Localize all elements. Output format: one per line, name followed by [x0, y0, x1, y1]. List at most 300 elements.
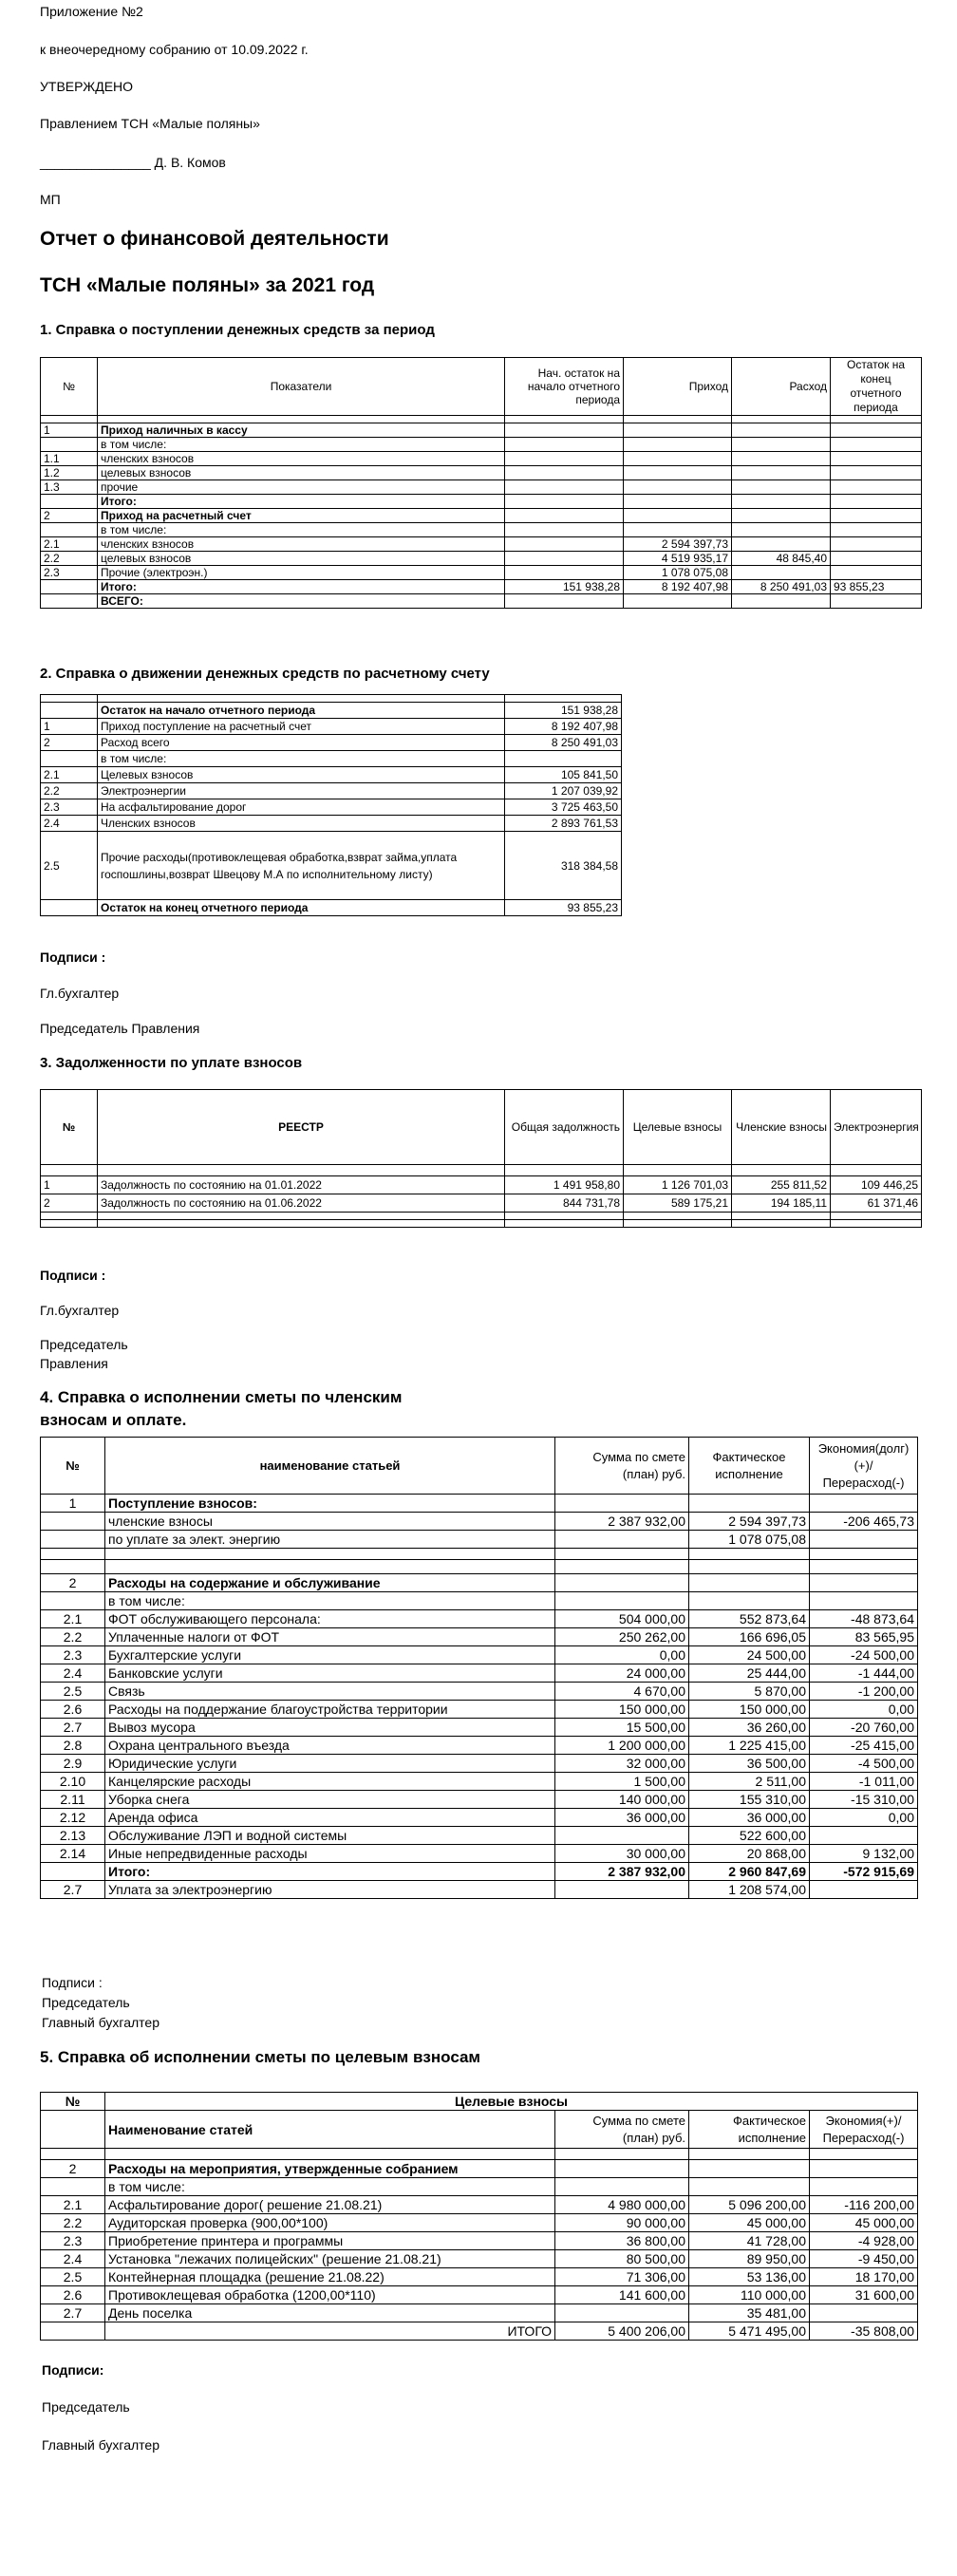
table-cell: [98, 416, 505, 423]
table-cell: 24 500,00: [689, 1646, 810, 1664]
table-cell: 155 310,00: [689, 1791, 810, 1809]
table-row: [41, 1881, 918, 1899]
table-cell: [810, 1574, 918, 1592]
table-cell: 1 491 958,80: [505, 1176, 624, 1194]
section4-heading: 4. Справка о исполнении сметы по членским взносам и оплате.: [40, 1388, 403, 1429]
table-cell: [831, 466, 922, 480]
table-row: [41, 1827, 918, 1845]
table-cell: [810, 1549, 918, 1560]
table-cell: 80 500,00: [555, 2250, 689, 2268]
table-cell: 48 845,40: [732, 552, 831, 566]
section2-heading: 2. Справка о движении денежных средств по расчетному счету: [40, 666, 490, 682]
table-cell: [624, 466, 732, 480]
table-cell: -48 873,64: [810, 1610, 918, 1628]
table-row: [41, 552, 922, 566]
report-subtitle: ТСН «Малые поляны» за 2021 год: [40, 274, 375, 296]
table-cell: [810, 2178, 918, 2196]
chair-label: Председатель: [42, 2399, 130, 2415]
header-cell: Экономия(+)/ Перерасход(-): [810, 2111, 918, 2149]
table-cell: Расходы на мероприятия, утвержденные собранием: [105, 2160, 555, 2178]
table-cell: 2.6: [41, 1701, 105, 1719]
table-cell: [689, 1560, 810, 1574]
table-cell: [555, 1827, 689, 1845]
table-cell: 45 000,00: [689, 2214, 810, 2232]
table-cell: 151 938,28: [505, 703, 622, 719]
table-cell: 2.3: [41, 799, 98, 816]
table-cell: [41, 703, 98, 719]
table-cell: [505, 751, 622, 767]
header-cell: Общая задолжность: [505, 1090, 624, 1165]
table-cell: 109 446,25: [831, 1176, 922, 1194]
table-cell: 4 519 935,17: [624, 552, 732, 566]
table-cell: [41, 594, 98, 609]
table-row: [41, 832, 622, 900]
table-cell: 2.4: [41, 816, 98, 832]
table-cell: 2 387 932,00: [555, 1513, 689, 1531]
table-row: [41, 1213, 922, 1220]
table-cell: 2.14: [41, 1845, 105, 1863]
table-cell: Уплата за электроэнергию: [105, 1881, 555, 1899]
table-cell: Уборка снега: [105, 1791, 555, 1809]
table-cell: [505, 452, 624, 466]
table-cell: 2: [41, 1194, 98, 1213]
table-cell: -116 200,00: [810, 2196, 918, 2214]
header-cell: Приход: [624, 358, 732, 416]
table-row: [41, 509, 922, 523]
table-cell: [624, 452, 732, 466]
table-cell: Прочие расходы(противоклещевая обработка,взврат займа,уплата госпошлины,возврат Швецову М.А по исполнительному листу): [98, 832, 505, 900]
table-cell: [555, 1574, 689, 1592]
table-cell: Аудиторская проверка (900,00*100): [105, 2214, 555, 2232]
table-cell: 2.9: [41, 1755, 105, 1773]
chief-accountant-label: Главный бухгалтер: [42, 2437, 160, 2453]
header-cell: Фактическое исполнение: [689, 1438, 810, 1495]
table-cell: Остаток на конец отчетного периода: [98, 900, 505, 916]
table-cell: Итого:: [105, 1863, 555, 1881]
table-cell: ИТОГО: [105, 2322, 555, 2341]
table-cell: 89 950,00: [689, 2250, 810, 2268]
table-cell: Итого:: [98, 495, 505, 509]
header-cell: Целевые взносы: [105, 2093, 918, 2111]
table-cell: членских взносов: [98, 537, 505, 552]
table-cell: 30 000,00: [555, 1845, 689, 1863]
table-cell: [732, 480, 831, 495]
header-cell: Фактическое исполнение: [689, 2111, 810, 2149]
table-cell: 3 725 463,50: [505, 799, 622, 816]
table-row: [41, 783, 622, 799]
table-cell: 18 170,00: [810, 2268, 918, 2286]
table-cell: [505, 466, 624, 480]
table-cell: [732, 509, 831, 523]
table-cell: 2.4: [41, 1664, 105, 1683]
table-row: [41, 1531, 918, 1549]
header-cell: Членские взносы: [732, 1090, 831, 1165]
table-row: [41, 1592, 918, 1610]
table-row: [41, 816, 622, 832]
table-cell: 2: [41, 2160, 105, 2178]
table-row: [41, 2268, 918, 2286]
table-cell: [41, 1863, 105, 1881]
table-cell: -4 928,00: [810, 2232, 918, 2250]
table-cell: 2.3: [41, 566, 98, 580]
table-row: [41, 1220, 922, 1228]
table-cell: [41, 1549, 105, 1560]
table-cell: [555, 2160, 689, 2178]
header-cell: Целевые взносы: [624, 1090, 732, 1165]
table-cell: Асфальтирование дорог( решение 21.08.21): [105, 2196, 555, 2214]
table-row: [41, 1610, 918, 1628]
table-cell: [41, 1531, 105, 1549]
table-cell: 504 000,00: [555, 1610, 689, 1628]
table-cell: 1.2: [41, 466, 98, 480]
table-cell: [105, 1560, 555, 1574]
table-cell: 110 000,00: [689, 2286, 810, 2304]
header-cell: Электроэнергия: [831, 1090, 922, 1165]
debts-table: [40, 1089, 922, 1228]
table-row: [41, 523, 922, 537]
table-cell: 2.2: [41, 2214, 105, 2232]
table-cell: Аренда офиса: [105, 1809, 555, 1827]
table-row: [41, 566, 922, 580]
table-cell: Иные непредвиденные расходы: [105, 1845, 555, 1863]
table-cell: [689, 1495, 810, 1513]
table-cell: [689, 1574, 810, 1592]
table-cell: 2.7: [41, 2304, 105, 2322]
table-cell: 2 511,00: [689, 1773, 810, 1791]
table-cell: [732, 1213, 831, 1220]
table-cell: [831, 416, 922, 423]
table-cell: 1 208 574,00: [689, 1881, 810, 1899]
table-cell: [831, 423, 922, 438]
table-cell: [732, 566, 831, 580]
table-cell: Остаток на начало отчетного периода: [98, 703, 505, 719]
table-cell: [98, 1213, 505, 1220]
table-row: [41, 735, 622, 751]
table-cell: 36 260,00: [689, 1719, 810, 1737]
table-cell: [689, 2160, 810, 2178]
table-cell: 31 600,00: [810, 2286, 918, 2304]
table-cell: в том числе:: [98, 523, 505, 537]
table-cell: [810, 2160, 918, 2178]
table-cell: 0,00: [810, 1701, 918, 1719]
table-cell: 1 078 075,08: [689, 1531, 810, 1549]
table-cell: [555, 1495, 689, 1513]
header-cell: наименование статьей: [105, 1438, 555, 1495]
table-cell: Приход наличных в кассу: [98, 423, 505, 438]
table-cell: [831, 1165, 922, 1176]
chair-label: Председатель: [42, 1995, 130, 2010]
table-cell: Канцелярские расходы: [105, 1773, 555, 1791]
table-cell: Прочие (электроэн.): [98, 566, 505, 580]
header-cell: Остаток на конец отчетного периода: [831, 358, 922, 416]
signatures-label: Подписи:: [42, 2362, 104, 2378]
table-cell: [105, 1549, 555, 1560]
table-cell: [505, 1213, 624, 1220]
table-cell: [505, 523, 624, 537]
table-cell: 166 696,05: [689, 1628, 810, 1646]
table-cell: 45 000,00: [810, 2214, 918, 2232]
table-cell: [732, 466, 831, 480]
table-cell: 522 600,00: [689, 1827, 810, 1845]
table-cell: Бухгалтерские услуги: [105, 1646, 555, 1664]
table-cell: 1 225 415,00: [689, 1737, 810, 1755]
table-cell: 4 980 000,00: [555, 2196, 689, 2214]
table-cell: [41, 900, 98, 916]
table-cell: [831, 523, 922, 537]
table-cell: [831, 495, 922, 509]
table-cell: [732, 537, 831, 552]
table-row: [41, 438, 922, 452]
table-cell: [810, 2149, 918, 2160]
table-cell: 0,00: [555, 1646, 689, 1664]
table-cell: [810, 2304, 918, 2322]
table-header-row: [41, 2111, 918, 2149]
table-cell: 2 960 847,69: [689, 1863, 810, 1881]
table-cell: 2 893 761,53: [505, 816, 622, 832]
table-row: [41, 1165, 922, 1176]
signatures-label: Подписи :: [40, 1268, 106, 1283]
signatures-label: Подписи :: [42, 1975, 103, 1990]
table-cell: Расходы на поддержание благоустройства территории: [105, 1701, 555, 1719]
table-cell: [555, 1531, 689, 1549]
table-cell: [689, 1549, 810, 1560]
table-cell: Контейнерная площадка (решение 21.08.22): [105, 2268, 555, 2286]
table-cell: [810, 1495, 918, 1513]
table-cell: 8 250 491,03: [732, 580, 831, 594]
table-cell: 2: [41, 509, 98, 523]
table-cell: Целевых взносов: [98, 767, 505, 783]
table-row: [41, 2149, 918, 2160]
chief-accountant-label: Гл.бухгалтер: [40, 1303, 120, 1318]
table-cell: -1 200,00: [810, 1683, 918, 1701]
table-row: [41, 2178, 918, 2196]
table-cell: ФОТ обслуживающего персонала:: [105, 1610, 555, 1628]
table-cell: [41, 2178, 105, 2196]
table-row: [41, 1755, 918, 1773]
table-cell: [41, 416, 98, 423]
table-row: [41, 1809, 918, 1827]
header-cell: Сумма по смете (план) руб.: [555, 1438, 689, 1495]
table-cell: [505, 480, 624, 495]
stamp-line: МП: [40, 192, 61, 207]
table-cell: 2.12: [41, 1809, 105, 1827]
table-row: [41, 1791, 918, 1809]
table-cell: -9 450,00: [810, 2250, 918, 2268]
table-row: [41, 2232, 918, 2250]
table-cell: [831, 594, 922, 609]
table-cell: [624, 416, 732, 423]
table-row: [41, 423, 922, 438]
table-cell: [831, 452, 922, 466]
table-cell: [41, 1220, 98, 1228]
table-cell: 90 000,00: [555, 2214, 689, 2232]
table-cell: [41, 695, 98, 703]
table-cell: [41, 1165, 98, 1176]
table-cell: Расходы на содержание и обслуживание: [105, 1574, 555, 1592]
table-cell: 2.3: [41, 2232, 105, 2250]
table-cell: [41, 751, 98, 767]
table-cell: 36 800,00: [555, 2232, 689, 2250]
table-cell: [505, 552, 624, 566]
table-cell: 1 207 039,92: [505, 783, 622, 799]
table-cell: 2.2: [41, 783, 98, 799]
table-cell: Уплаченные налоги от ФОТ: [105, 1628, 555, 1646]
table-cell: [831, 480, 922, 495]
table-cell: 2.1: [41, 537, 98, 552]
section5-heading: 5. Справка об исполнении сметы по целевым взносам: [40, 2048, 481, 2066]
table-row: [41, 1646, 918, 1664]
table-cell: Приход поступление на расчетный счет: [98, 719, 505, 735]
header-cell: Экономия(долг)(+)/ Перерасход(-): [810, 1438, 918, 1495]
table-cell: 5 870,00: [689, 1683, 810, 1701]
table-cell: [505, 1165, 624, 1176]
table-cell: 2.5: [41, 832, 98, 900]
table-row: [41, 1664, 918, 1683]
table-cell: 194 185,11: [732, 1194, 831, 1213]
table-row: [41, 2214, 918, 2232]
target-budget-table: [40, 2092, 918, 2341]
table-cell: 93 855,23: [505, 900, 622, 916]
table-cell: -1 011,00: [810, 1773, 918, 1791]
table-cell: целевых взносов: [98, 466, 505, 480]
table-cell: [98, 1220, 505, 1228]
table-cell: [98, 695, 505, 703]
table-cell: Членских взносов: [98, 816, 505, 832]
signer-line: _______________ Д. В. Комов: [40, 155, 226, 170]
table-cell: [555, 1592, 689, 1610]
table-cell: -24 500,00: [810, 1646, 918, 1664]
table-row: [41, 751, 622, 767]
table-cell: 41 728,00: [689, 2232, 810, 2250]
table-cell: [41, 523, 98, 537]
table-cell: 255 811,52: [732, 1176, 831, 1194]
header-cell: №: [41, 358, 98, 416]
table-cell: 141 600,00: [555, 2286, 689, 2304]
table-cell: Электроэнергии: [98, 783, 505, 799]
table-cell: 151 938,28: [505, 580, 624, 594]
table-cell: [732, 423, 831, 438]
table-cell: [505, 438, 624, 452]
table-cell: 2.1: [41, 1610, 105, 1628]
table-cell: 250 262,00: [555, 1628, 689, 1646]
table-cell: [98, 1165, 505, 1176]
table-cell: Банковские услуги: [105, 1664, 555, 1683]
table-cell: 2.3: [41, 1646, 105, 1664]
signatures-label: Подписи :: [40, 950, 106, 965]
table-cell: Юридические услуги: [105, 1755, 555, 1773]
table-cell: 150 000,00: [689, 1701, 810, 1719]
table-cell: целевых взносов: [98, 552, 505, 566]
table-cell: 36 000,00: [555, 1809, 689, 1827]
table-row: [41, 799, 622, 816]
table-cell: [624, 423, 732, 438]
header-cell: №: [41, 1438, 105, 1495]
table-row: [41, 594, 922, 609]
table-cell: Охрана центрального въезда: [105, 1737, 555, 1755]
table-cell: 2.4: [41, 2250, 105, 2268]
table-cell: 2: [41, 735, 98, 751]
table-cell: [732, 1220, 831, 1228]
table-cell: [810, 1592, 918, 1610]
table-cell: [555, 2304, 689, 2322]
table-row: [41, 1701, 918, 1719]
table-header-row: [41, 2093, 918, 2111]
table-cell: [41, 1513, 105, 1531]
table-cell: 1 500,00: [555, 1773, 689, 1791]
table-cell: Противоклещевая обработка (1200,00*110): [105, 2286, 555, 2304]
table-cell: 2 594 397,73: [624, 537, 732, 552]
table-row: [41, 695, 622, 703]
board-label: Правления: [40, 1356, 108, 1371]
chief-accountant-label: Главный бухгалтер: [42, 2015, 160, 2030]
table-cell: [505, 495, 624, 509]
table-cell: [732, 416, 831, 423]
table-cell: На асфальтирование дорог: [98, 799, 505, 816]
table-cell: 2: [41, 1574, 105, 1592]
table-cell: 2.6: [41, 2286, 105, 2304]
table-row: [41, 466, 922, 480]
table-cell: [831, 1220, 922, 1228]
table-cell: 1 200 000,00: [555, 1737, 689, 1755]
table-cell: 61 371,46: [831, 1194, 922, 1213]
table-cell: [624, 480, 732, 495]
table-cell: 1.1: [41, 452, 98, 466]
table-row: [41, 1549, 918, 1560]
table-row: [41, 2286, 918, 2304]
table-cell: [831, 552, 922, 566]
table-cell: -572 915,69: [810, 1863, 918, 1881]
table-row: [41, 767, 622, 783]
table-cell: [555, 1881, 689, 1899]
table-cell: [732, 438, 831, 452]
table-cell: 2.1: [41, 767, 98, 783]
header-cell: Наименование статей: [105, 2111, 555, 2149]
table-row: [41, 1845, 918, 1863]
table-cell: 2.7: [41, 1719, 105, 1737]
table-cell: -1 444,00: [810, 1664, 918, 1683]
table-cell: по уплате за элект. энергию: [105, 1531, 555, 1549]
header-cell: [41, 2111, 105, 2149]
table-cell: [831, 537, 922, 552]
table-row: [41, 703, 622, 719]
table-cell: прочие: [98, 480, 505, 495]
table-cell: [732, 594, 831, 609]
table-cell: [831, 566, 922, 580]
table-row: [41, 1863, 918, 1881]
table-cell: Приход на расчетный счет: [98, 509, 505, 523]
table-cell: [505, 1220, 624, 1228]
appendix-line: Приложение №2: [40, 4, 143, 19]
table-cell: [505, 537, 624, 552]
table-cell: членские взносы: [105, 1513, 555, 1531]
table-cell: 140 000,00: [555, 1791, 689, 1809]
section1-heading: 1. Справка о поступлении денежных средств за период: [40, 322, 435, 338]
membership-budget-table: [40, 1437, 918, 1899]
table-cell: 150 000,00: [555, 1701, 689, 1719]
table-cell: 2 594 397,73: [689, 1513, 810, 1531]
table-row: [41, 416, 922, 423]
table-cell: Приобретение принтера и программы: [105, 2232, 555, 2250]
table-cell: Задолжность по состоянию на 01.01.2022: [98, 1176, 505, 1194]
table-cell: [505, 594, 624, 609]
table-row: [41, 1737, 918, 1755]
table-cell: 552 873,64: [689, 1610, 810, 1628]
table-cell: -206 465,73: [810, 1513, 918, 1531]
table-cell: 2.1: [41, 2196, 105, 2214]
table-cell: [624, 438, 732, 452]
table-cell: [41, 2149, 105, 2160]
section3-heading: 3. Задолженности по уплате взносов: [40, 1055, 303, 1071]
